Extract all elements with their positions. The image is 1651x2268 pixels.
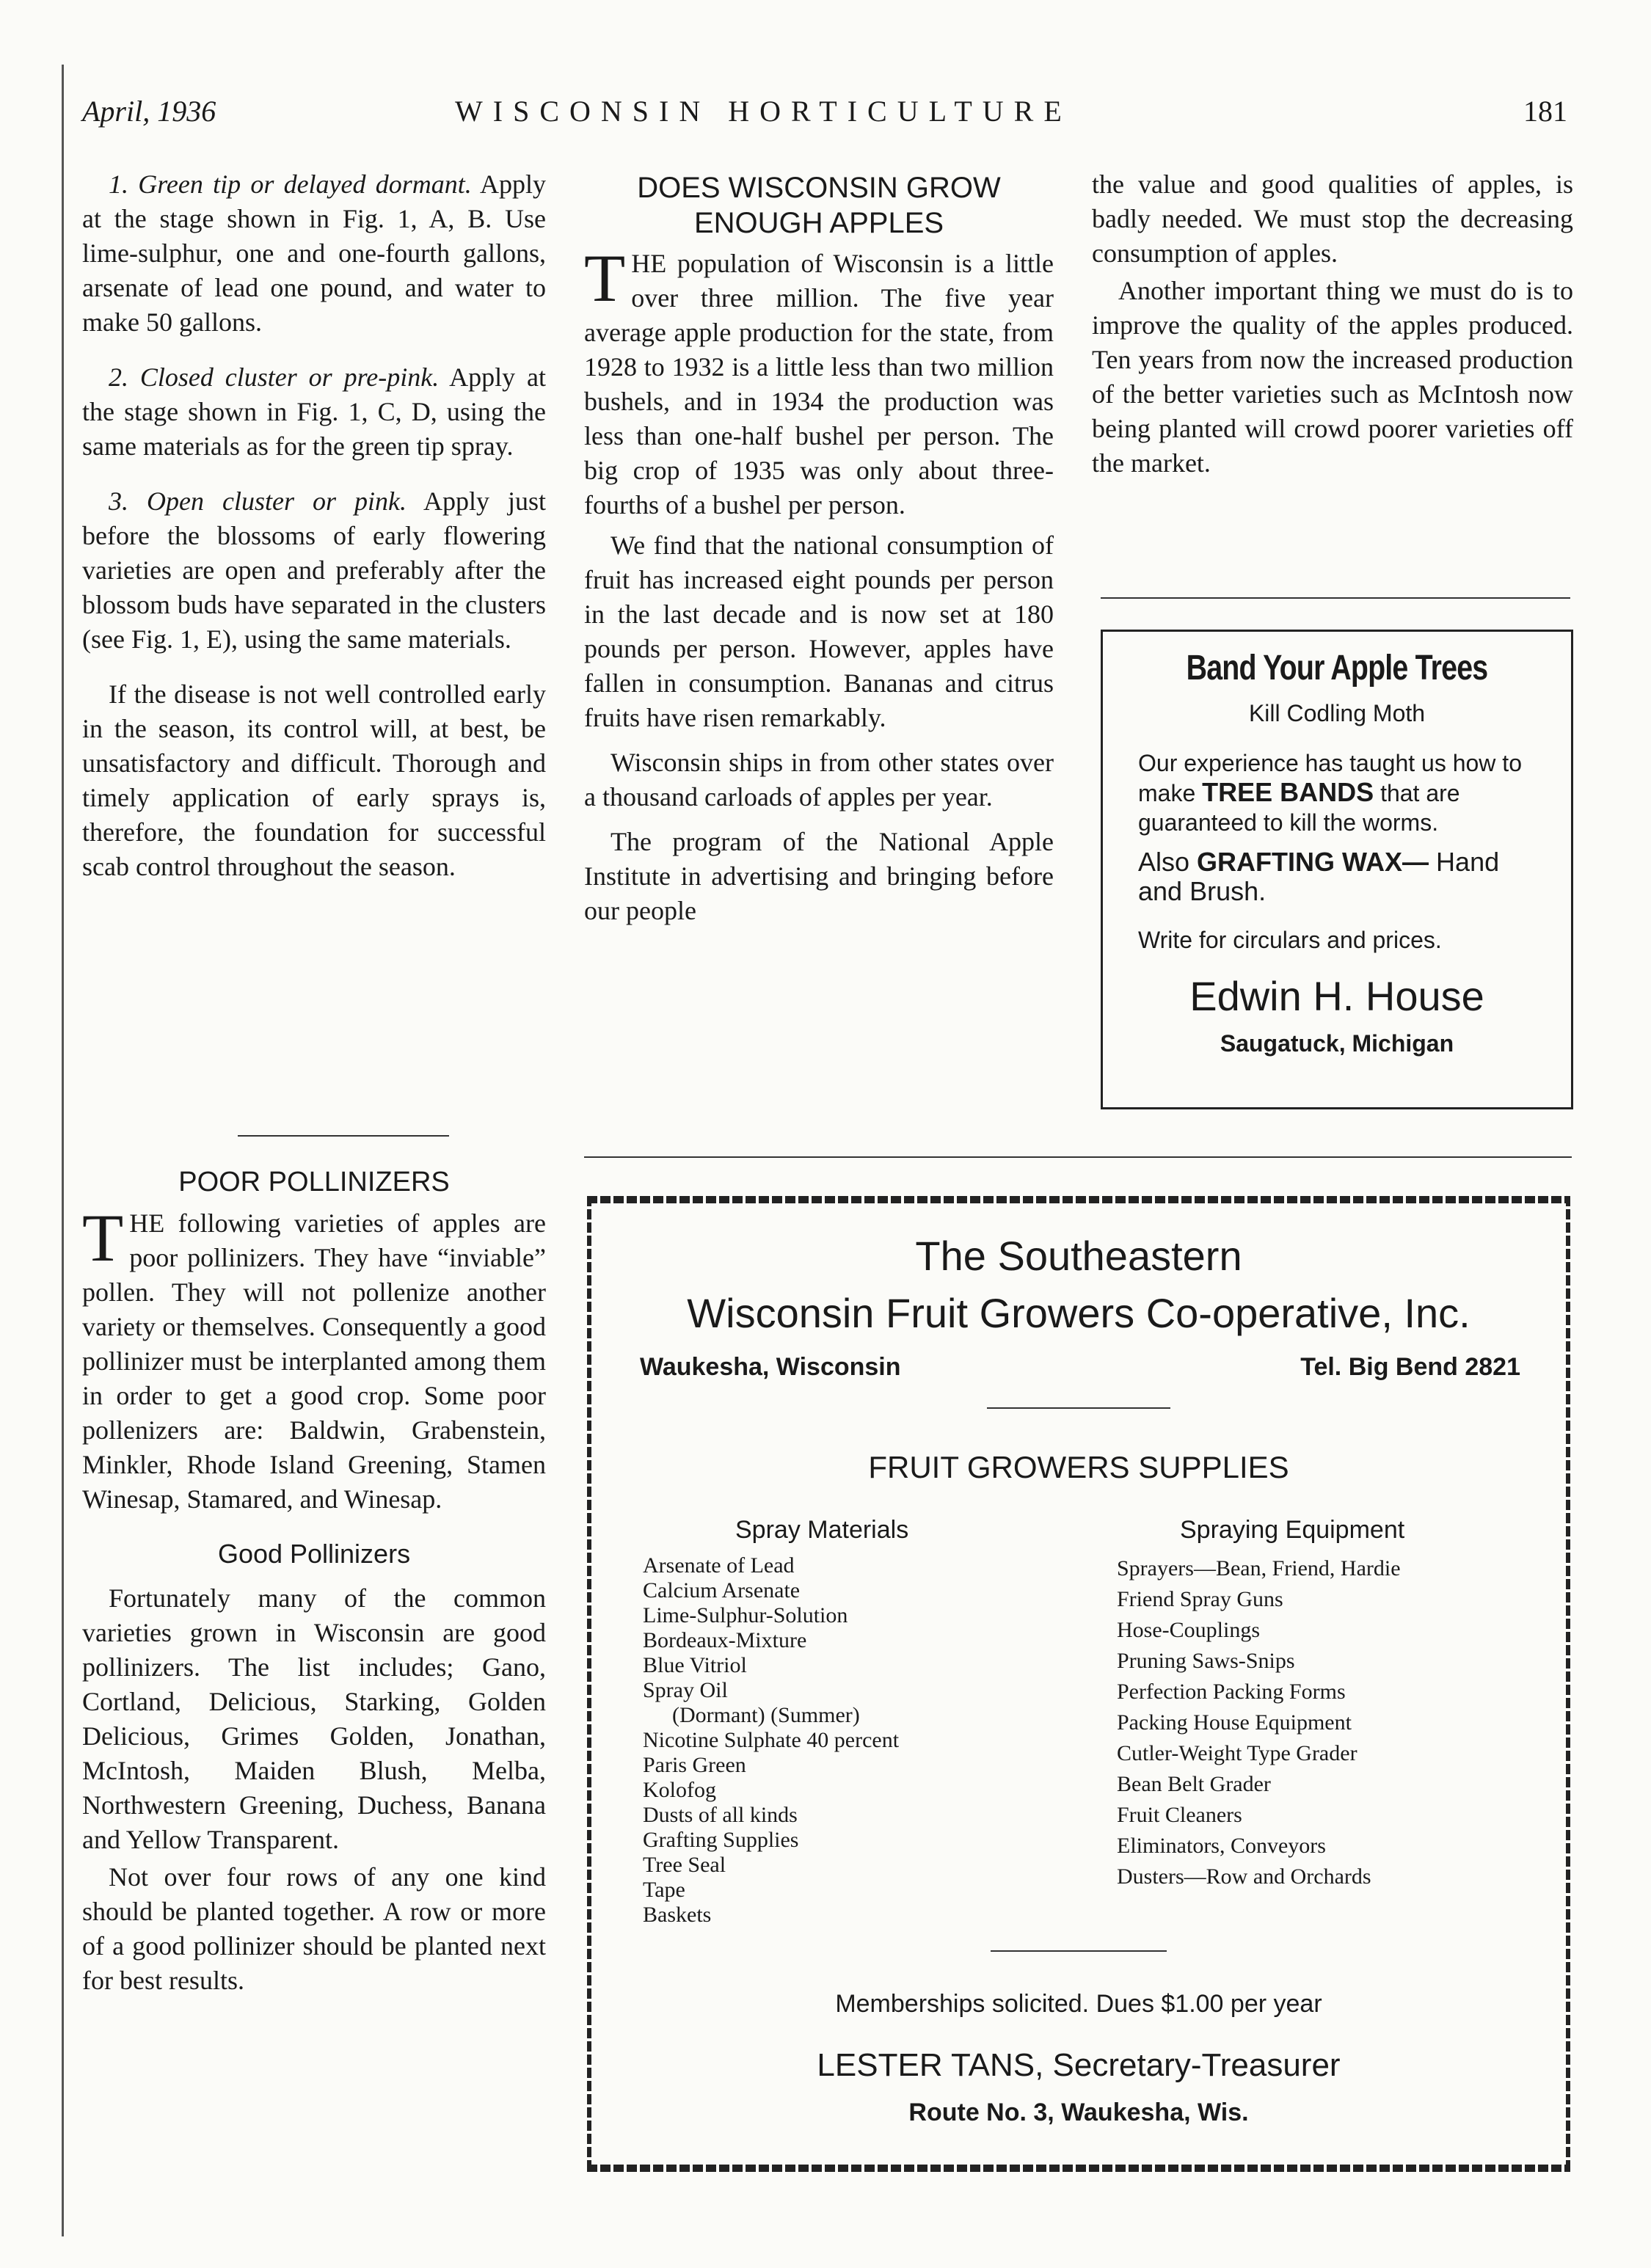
apples-paragraph-4: The program of the National Apple Institute in advertising and bringing before our people bbox=[584, 827, 1054, 925]
column-divider bbox=[238, 1135, 449, 1137]
list-item: Dusts of all kinds bbox=[643, 1803, 798, 1827]
list-item: Spray Oil bbox=[643, 1678, 728, 1702]
scab-control-paragraph: If the disease is not well controlled early in the season, its control will, at best, be unsatisfactory and difficult. Thorough and timely application of early sprays is, therefore, the foundation for successful scab control throughout the season. bbox=[82, 679, 546, 881]
coop-title-2: Wisconsin Fruit Growers Co-operative, Inc. bbox=[687, 1290, 1470, 1336]
supplies-heading: FRUIT GROWERS SUPPLIES bbox=[868, 1450, 1289, 1484]
good-pollinizers-paragraph: Fortunately many of the common varieties grown in Wisconsin are good pollinizers. The list includes; Gano, Cortland, Delicious, Starking, Golden Delicious, Grimes Golden, Jonathan, McIntosh, Maiden Blush, Melba, Northwestern Greening, Duchess, Banana and Yellow Transparent. bbox=[82, 1583, 546, 1854]
band-ad-name: Edwin H. House bbox=[1189, 973, 1484, 1019]
list-item: Kolofog bbox=[643, 1778, 716, 1802]
spray-materials-column bbox=[643, 1516, 1112, 1928]
coop-ad-border-bottom bbox=[587, 2165, 1570, 2172]
spray-step-1-label: 1. Green tip or delayed dormant. bbox=[109, 169, 472, 199]
apples-text-1: HE population of Wisconsin is a little over three million. The five year average apple production for the state, from 1928 to 1932 is a little less than two million bushels, and in 1934 the production was less than one-half bushel per person. The big crop of 1935 was only about three-fourths of a bushel per person. bbox=[584, 249, 1054, 519]
band-ad-location: Saugatuck, Michigan bbox=[1220, 1030, 1454, 1057]
band-ad-text-3: Write for circulars and prices. bbox=[1138, 927, 1442, 953]
poor-pollinizers-text: HE following varieties of apples are poor pollinizers. They have “inviable” pollen. They will not pollenize another variety or themselves. Consequently a good pollinizer must be interplanted among them in order to get a good crop. Some poor pollenizers are: Baldwin, Grabenstein, Minkler, Rhode Island Greening, Stamen Winesap, Stamared, and Winesap. bbox=[82, 1208, 546, 1514]
list-item: Baskets bbox=[643, 1903, 712, 1927]
band-ad-grafting-wax: GRAFTING WAX— bbox=[1197, 847, 1429, 877]
spraying-equipment-heading: Spraying Equipment bbox=[1180, 1516, 1405, 1544]
drop-cap: T bbox=[584, 241, 626, 316]
list-item: Friend Spray Guns bbox=[1117, 1587, 1283, 1611]
apples-paragraph-5: the value and good qualities of apples, is badly needed. We must stop the decreasing consumption of apples. bbox=[1092, 169, 1573, 268]
membership-line: Memberships solicited. Dues $1.00 per year bbox=[835, 1990, 1322, 2018]
band-ad-text-2a: Also bbox=[1138, 847, 1190, 877]
spray-step-3 bbox=[82, 484, 546, 657]
apples-paragraph-1 bbox=[584, 241, 1054, 522]
drop-cap: T bbox=[82, 1200, 124, 1275]
coop-phone: Tel. Big Bend 2821 bbox=[1300, 1353, 1520, 1381]
list-item: Sprayers—Bean, Friend, Hardie bbox=[1117, 1556, 1401, 1580]
poor-pollinizers-paragraph bbox=[82, 1200, 546, 1517]
coop-city: Waukesha, Wisconsin bbox=[640, 1353, 901, 1381]
list-item: Pruning Saws-Snips bbox=[1117, 1649, 1295, 1673]
secretary-line: LESTER TANS, Secretary-Treasurer bbox=[817, 2047, 1341, 2083]
list-item: (Dormant) (Summer) bbox=[672, 1703, 860, 1727]
section-divider bbox=[584, 1156, 1572, 1158]
spray-step-2 bbox=[82, 360, 546, 464]
issue-date: April, 1936 bbox=[82, 95, 216, 128]
journal-title: WISCONSIN HORTICULTURE bbox=[455, 95, 1072, 128]
spray-step-2-text: Apply at the stage shown in Fig. 1, C, D, using the same materials as for the green tip spray. bbox=[82, 362, 547, 461]
coop-ad bbox=[602, 1233, 1556, 2157]
band-ad-title: Band Your Apple Trees bbox=[1186, 649, 1488, 688]
list-item: Lime-Sulphur-Solution bbox=[643, 1603, 848, 1627]
list-item: Grafting Supplies bbox=[643, 1828, 799, 1852]
planting-advice-paragraph: Not over four rows of any one kind should be planted together. A row or more of a good pollinizer should be planted next for best results. bbox=[82, 1862, 546, 1995]
spray-materials-heading: Spray Materials bbox=[735, 1516, 909, 1544]
list-item: Packing House Equipment bbox=[1117, 1710, 1352, 1735]
apples-article-continued bbox=[1092, 167, 1573, 501]
spraying-equipment-column bbox=[1117, 1516, 1542, 1892]
list-item: Paris Green bbox=[643, 1753, 746, 1777]
list-item: Nicotine Sulphate 40 percent bbox=[643, 1728, 900, 1752]
coop-ad-border-top bbox=[587, 1196, 1570, 1203]
list-item: Bordeaux-Mixture bbox=[643, 1628, 807, 1652]
list-item: Perfection Packing Forms bbox=[1117, 1680, 1346, 1704]
coop-ad-border-right bbox=[1566, 1196, 1570, 2172]
apples-article bbox=[584, 170, 1054, 949]
column-divider bbox=[1101, 597, 1570, 599]
spray-step-1 bbox=[82, 167, 546, 340]
apples-paragraph-3: Wisconsin ships in from other states over a thousand carloads of apples per year. bbox=[584, 748, 1054, 812]
band-trees-ad bbox=[1101, 630, 1573, 1109]
spray-step-2-label: 2. Closed cluster or pre-pink. bbox=[109, 362, 440, 392]
apples-heading: DOES WISCONSIN GROW ENOUGH APPLES bbox=[637, 172, 1001, 239]
spray-step-1-text: Apply at the stage shown in Fig. 1, A, B. Use lime-sulphur, one and one-fourth gallons, arsenate of lead one pound, and water to make 50 gallons. bbox=[82, 169, 546, 337]
coop-divider bbox=[991, 1950, 1167, 1952]
list-item: Tree Seal bbox=[643, 1853, 726, 1877]
list-item: Eliminators, Conveyors bbox=[1117, 1834, 1326, 1858]
spray-step-3-label: 3. Open cluster or pink. bbox=[109, 486, 407, 516]
list-item: Calcium Arsenate bbox=[643, 1578, 801, 1602]
coop-divider bbox=[987, 1407, 1170, 1409]
band-ad-text-1a: Our experience has taught us how to make bbox=[1138, 750, 1522, 806]
list-item: Tape bbox=[643, 1878, 685, 1902]
coop-contact-row bbox=[602, 1347, 1556, 1391]
list-item: Blue Vitriol bbox=[643, 1653, 747, 1677]
list-item: Dusters—Row and Orchards bbox=[1117, 1864, 1371, 1889]
band-ad-tree-bands: TREE BANDS bbox=[1202, 777, 1374, 807]
coop-ad-border-left bbox=[587, 1196, 591, 2172]
list-item: Bean Belt Grader bbox=[1117, 1772, 1271, 1796]
spray-step-3-text: Apply just before the blossoms of early flowering varieties are open and preferably after the blossom buds have separated in the clusters (see Fig. 1, E), using the same materials. bbox=[82, 486, 547, 654]
spray-materials-list bbox=[643, 1553, 1112, 1928]
good-pollinizers-heading: Good Pollinizers bbox=[217, 1539, 411, 1569]
spraying-equipment-list bbox=[1117, 1553, 1542, 1892]
list-item: Hose-Couplings bbox=[1117, 1618, 1260, 1642]
page-number: 181 bbox=[1523, 95, 1567, 128]
list-item: Cutler-Weight Type Grader bbox=[1117, 1741, 1357, 1765]
list-item: Arsenate of Lead bbox=[643, 1553, 795, 1578]
coop-title-1: The Southeastern bbox=[915, 1233, 1242, 1279]
poor-pollinizers-heading: POOR POLLINIZERS bbox=[178, 1167, 450, 1197]
address-line: Route No. 3, Waukesha, Wis. bbox=[908, 2099, 1249, 2126]
band-ad-text-1 bbox=[1103, 728, 1571, 837]
list-item: Fruit Cleaners bbox=[1117, 1803, 1242, 1827]
band-ad-text-1c: that are guaranteed to kill the worms. bbox=[1138, 780, 1460, 836]
poor-pollinizers-article bbox=[82, 1165, 546, 2019]
spray-schedule-column bbox=[82, 167, 546, 905]
band-ad-text-2c: Hand and Brush. bbox=[1138, 847, 1500, 906]
apples-paragraph-2: We find that the national consumption of fruit has increased eight pounds per person in the last decade and is now set at 180 pounds per person. However, apples have fallen in consumption. Bananas and citrus fruits have risen remarkably. bbox=[584, 530, 1054, 732]
margin-rule bbox=[62, 65, 64, 2236]
band-ad-subtitle: Kill Codling Moth bbox=[1248, 700, 1426, 726]
band-ad-text-2 bbox=[1103, 837, 1571, 906]
apples-paragraph-6: Another important thing we must do is to improve the quality of the apples produced. Ten years from now the increased production of the better varieties such as McIntosh now being planted will crowd poorer varieties off the market. bbox=[1092, 276, 1573, 478]
